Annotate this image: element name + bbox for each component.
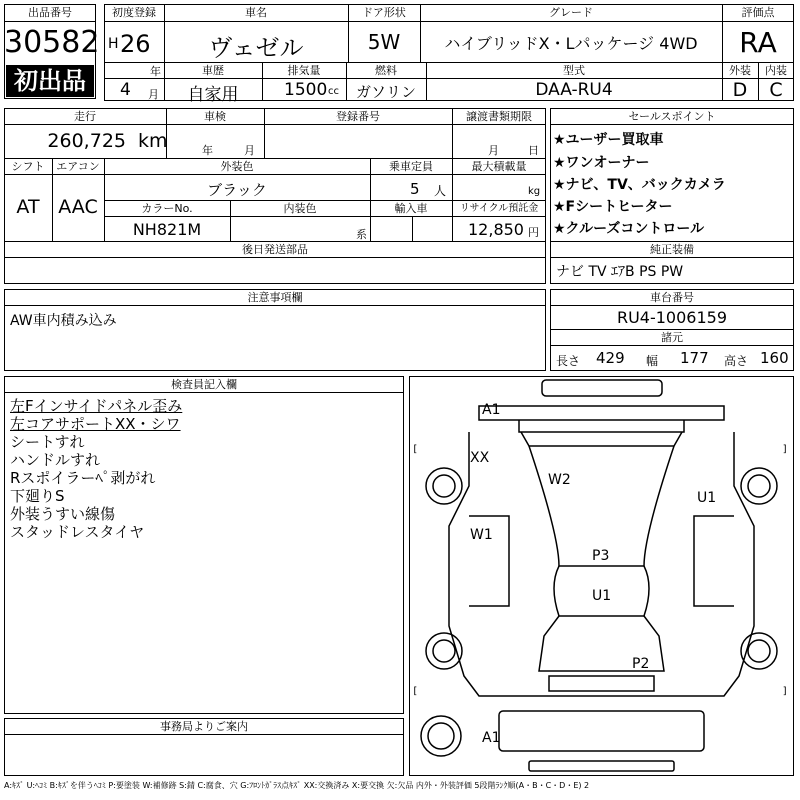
- door-value: 5W: [367, 30, 401, 54]
- car-diagram: [409, 376, 794, 776]
- svg-text:[: [: [412, 686, 419, 697]
- capacity-value: 5: [410, 180, 420, 198]
- lot-number: 30582: [4, 25, 100, 60]
- damage-mark: U1: [592, 588, 612, 604]
- inspector-line: 下廻りS: [10, 487, 65, 505]
- max-load-unit: kg: [528, 186, 541, 197]
- height-value: 160: [760, 349, 789, 367]
- damage-mark: XX: [470, 450, 490, 466]
- exterior-color-label: 外装色: [220, 160, 254, 173]
- sales-point-item: ★ユーザー買取車: [553, 132, 664, 148]
- damage-mark: W1: [470, 527, 493, 543]
- ac-value: AAC: [58, 196, 98, 218]
- reg-label: 初度登録: [112, 6, 156, 19]
- dims-label: 諸元: [661, 331, 683, 344]
- legend: A:ｷｽﾞ U:ﾍｺﾐ B:ｷｽﾞを伴うﾍｺﾐ P:要塗装 W:補修跡 S:錆 C:腐食、穴 G:ﾌﾛﾝﾄｶﾞﾗｽ点ｷｽﾞ XX:交換済み X:要交換 欠:欠品 内外・外装評価 5段階ﾗﾝｸ順(A・B・C・D・E) 2: [4, 781, 590, 790]
- model-label: 型式: [563, 64, 585, 77]
- inspection-label: 車検: [204, 110, 226, 123]
- reg-number-label: 登録番号: [336, 110, 380, 123]
- max-load-label: 最大積載量: [471, 160, 527, 173]
- sales-point-item: ★ワンオーナー: [553, 155, 650, 171]
- damage-mark: W2: [548, 472, 571, 488]
- fuel-label: 燃料: [375, 64, 397, 77]
- history-label: 車歴: [202, 64, 224, 77]
- displacement-unit: cc: [328, 86, 339, 97]
- exterior-color-value: ブラック: [207, 181, 267, 199]
- year-unit: 年: [150, 65, 161, 78]
- car-name: ヴェゼル: [208, 34, 304, 62]
- shift-value: AT: [16, 196, 40, 218]
- exterior-grade: D: [732, 79, 748, 101]
- lot-label: 出品番号: [28, 6, 72, 19]
- color-no-value: NH821M: [132, 220, 202, 239]
- recycle-value: 12,850: [468, 220, 524, 239]
- model-value: DAA-RU4: [535, 80, 613, 100]
- length-label: 長さ: [556, 354, 581, 368]
- recycle-unit: 円: [528, 226, 539, 239]
- grade-label: グレード: [549, 6, 593, 19]
- interior-color-label: 内装色: [283, 202, 317, 215]
- equipment-label: 純正装備: [650, 243, 694, 256]
- mileage-unit: km: [138, 130, 168, 152]
- displacement-label: 排気量: [287, 64, 321, 77]
- history-value: 自家用: [187, 85, 239, 105]
- reg-month: 4: [120, 80, 131, 100]
- inspector-line: Rスポイラーﾍﾟ剥がれ: [10, 469, 156, 487]
- score-value: RA: [739, 26, 777, 59]
- interior-grade: C: [769, 79, 783, 101]
- damage-mark: A1: [482, 730, 501, 746]
- inspector-line: 左Fインサイドパネル歪み: [10, 397, 183, 415]
- era-letter: H: [108, 36, 119, 52]
- inspector-line: ハンドルすれ: [10, 451, 101, 469]
- office-label: 事務局よりご案内: [160, 720, 248, 733]
- damage-mark: P2: [632, 656, 650, 672]
- grade-value: ハイブリッドX・Lパッケージ 4WD: [444, 34, 698, 53]
- chassis-value: RU4-1006159: [616, 308, 728, 327]
- width-label: 幅: [646, 354, 659, 368]
- length-value: 429: [596, 349, 625, 367]
- inspector-label: 検査員記入欄: [171, 378, 237, 391]
- door-label: ドア形状: [362, 6, 406, 19]
- width-value: 177: [680, 349, 709, 367]
- inspection-month-unit: 月: [244, 144, 255, 157]
- svg-text:]: ]: [782, 444, 789, 455]
- transfer-month-unit: 月: [488, 144, 499, 157]
- month-unit: 月: [148, 88, 159, 101]
- exterior-grade-label: 外装: [729, 64, 751, 77]
- name-label: 車名: [245, 6, 267, 19]
- score-label: 評価点: [741, 6, 775, 19]
- interior-grade-label: 内装: [765, 64, 787, 77]
- transfer-day-unit: 日: [528, 144, 539, 157]
- first-listing-badge: 初出品: [6, 65, 94, 97]
- fuel-value: ガソリン: [355, 83, 416, 101]
- ac-label: エアコン: [56, 160, 100, 173]
- recycle-label: リサイクル預託金: [459, 203, 539, 214]
- mileage-value: 260,725: [47, 130, 126, 152]
- later-parts-label: 後日発送部品: [242, 243, 308, 256]
- inspector-line: シートすれ: [10, 433, 85, 451]
- sales-point-item: ★ナビ、TV、バックカメラ: [553, 177, 726, 193]
- damage-mark: P3: [592, 548, 610, 564]
- sales-points-label: セールスポイント: [628, 110, 716, 123]
- notes-label: 注意事項欄: [247, 291, 303, 304]
- sales-point-item: ★クルーズコントロール: [553, 221, 705, 237]
- damage-mark: A1: [482, 402, 501, 418]
- inspection-year-unit: 年: [202, 144, 213, 157]
- height-label: 高さ: [724, 354, 749, 368]
- import-label: 輸入車: [394, 202, 428, 215]
- color-no-label: カラーNo.: [141, 202, 193, 215]
- chassis-label: 車台番号: [650, 291, 694, 304]
- interior-color-suffix: 系: [356, 228, 367, 241]
- reg-year: 26: [120, 30, 151, 58]
- capacity-label: 乗車定員: [389, 160, 433, 173]
- inspector-line: スタッドレスタイヤ: [10, 523, 145, 541]
- equipment-value: ナビ TV ｴｱB PS PW: [556, 264, 684, 280]
- inspector-line: 左コアサポートXX・シワ: [10, 415, 181, 433]
- capacity-unit: 人: [434, 184, 447, 198]
- damage-mark: U1: [697, 490, 717, 506]
- notes-value: AW車内積み込み: [10, 313, 117, 329]
- displacement-value: 1500: [284, 80, 328, 100]
- inspector-line: 外装うすい線傷: [10, 505, 116, 523]
- sales-point-item: ★Fシートヒーター: [553, 199, 673, 215]
- svg-text:]: ]: [782, 686, 789, 697]
- transfer-label: 譲渡書類期限: [466, 110, 532, 123]
- mileage-label: 走行: [74, 110, 96, 123]
- svg-text:[: [: [412, 444, 419, 455]
- shift-label: シフト: [11, 160, 45, 173]
